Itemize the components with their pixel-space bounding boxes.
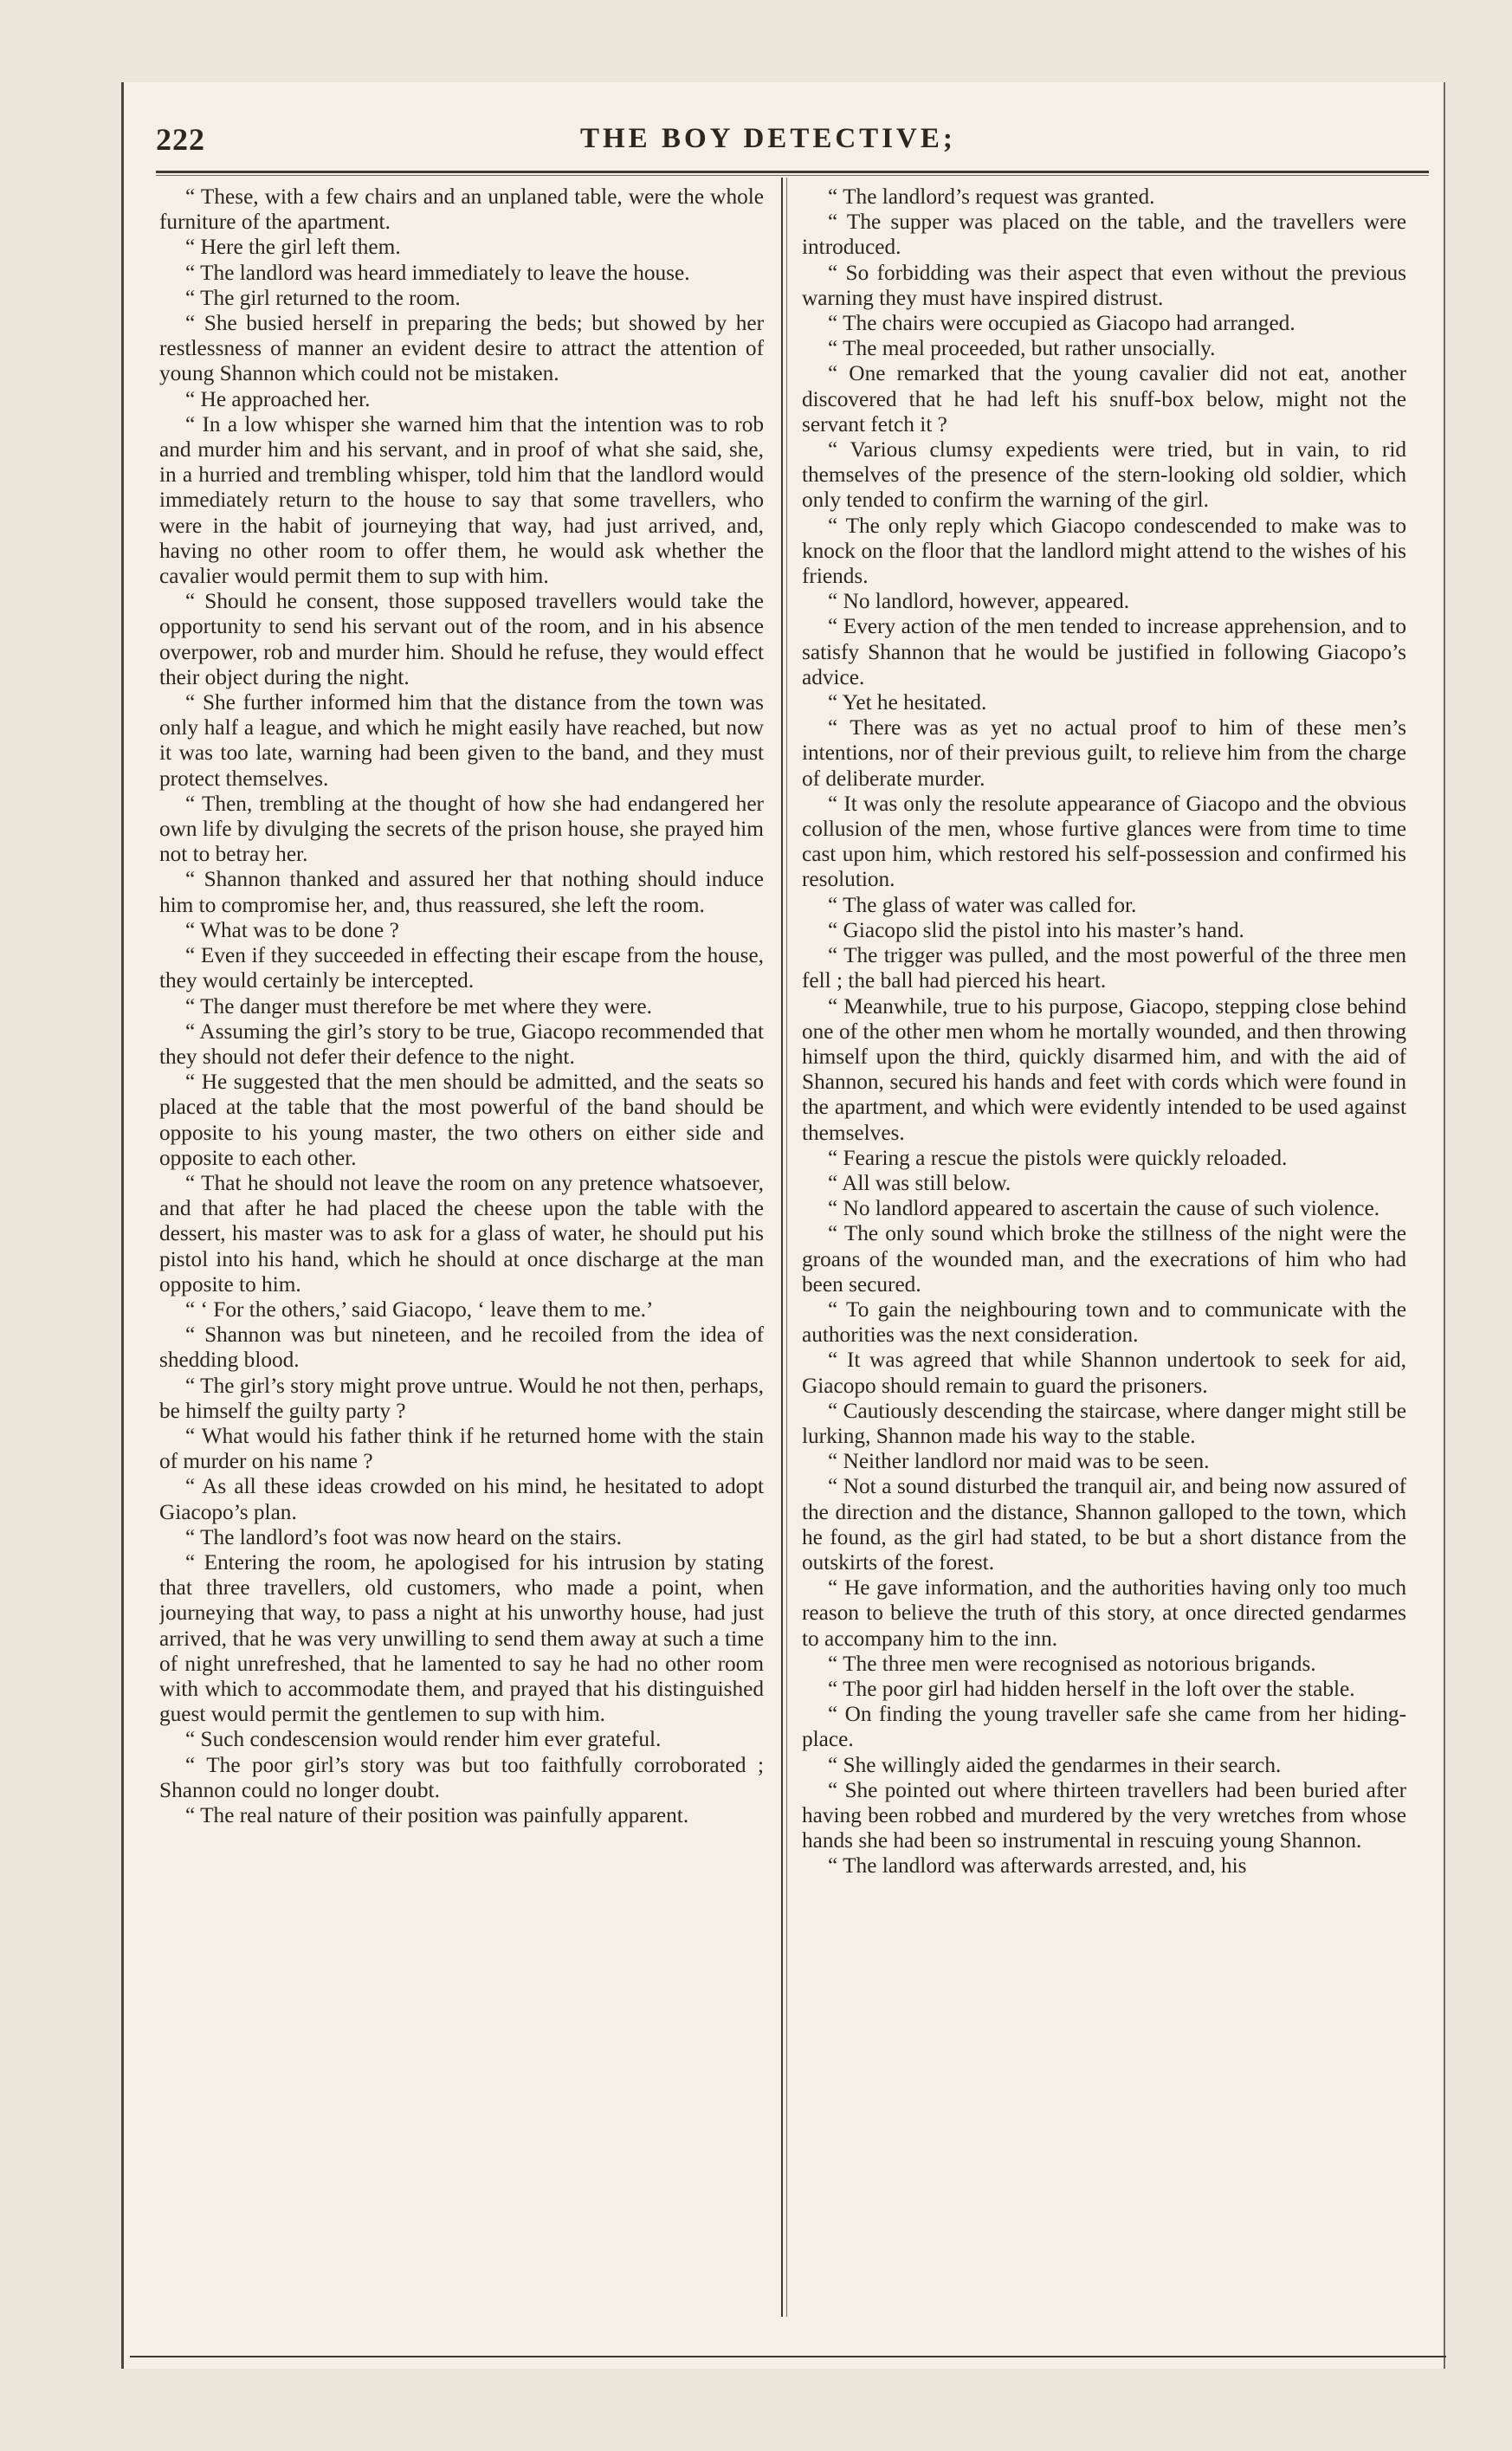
paragraph: “ As all these ideas crowded on his mind, he hesitated to adopt Giacopo’s plan. — [159, 1474, 764, 1524]
page-header — [156, 121, 1429, 163]
paragraph: “ Assuming the girl’s story to be true, Giacopo recommended that they should not defer their defence to the night. — [159, 1019, 764, 1069]
paragraph: “ The girl returned to the room. — [185, 285, 461, 310]
paragraph: “ In a low whisper she warned him that the intention was to rob and murder him and his servant, and in proof of what she said, she, in a hurried and trembling whisper, told him that the landlord would immediately return to the house to say that some travellers, who were in the habit of journeying that way, had just arrived, and, having no other room to offer them, he would ask whether the cavalier would permit them to sup with him. — [159, 411, 764, 589]
paragraph: “ She further informed him that the distance from the town was only half a league, and which he might easily have reached, but now it was too late, warning had been given to the band, and they must protect themselves. — [159, 690, 764, 791]
header-rule-thin — [156, 175, 1429, 176]
paragraph: “ So forbidding was their aspect that even without the previous warning they must have inspired distrust. — [802, 260, 1406, 310]
paragraph: “ All was still below. — [828, 1170, 1011, 1195]
paragraph: “ There was as yet no actual proof to him of these men’s intentions, nor of their previous guilt, to relieve him from the charge of deliberate murder. — [802, 715, 1406, 791]
paragraph: “ The only reply which Giacopo condescended to make was to knock on the floor that the landlord might attend to the wishes of his friends. — [802, 513, 1406, 589]
paragraph: “ The landlord was heard immediately to leave the house. — [185, 260, 690, 285]
paragraph: “ The trigger was pulled, and the most powerful of the three men fell ; the ball had pierced his heart. — [802, 943, 1406, 993]
paragraph: “ He approached her. — [185, 386, 371, 411]
paragraph: “ Not a sound disturbed the tranquil air, and being now assured of the direction and the distance, Shannon galloped to the town, which he found, as the girl had stated, to be but a short distance from the outskirts of the forest. — [802, 1474, 1406, 1575]
paragraph: “ What would his father think if he returned home with the stain of murder on his name ? — [159, 1423, 764, 1474]
paragraph: “ ‘ For the others,’ said Giacopo, ‘ leave them to me.’ — [185, 1297, 654, 1322]
paragraph: “ The danger must therefore be met where they were. — [185, 993, 652, 1019]
running-title: THE BOY DETECTIVE; — [580, 123, 956, 154]
paragraph: “ One remarked that the young cavalier did not eat, another discovered that he had left his snuff-box below, might not the servant fetch it ? — [802, 361, 1406, 437]
paragraph: “ On finding the young traveller safe she came from her hiding-place. — [802, 1702, 1406, 1752]
paragraph: “ She pointed out where thirteen travellers had been buried after having been robbed and murdered by the very wretches from whose hands she had been so instrumental in rescuing young Shannon. — [802, 1777, 1406, 1853]
paragraph: “ She busied herself in preparing the beds; but showed by her restlessness of manner an evident desire to attract the attention of young Shannon which could not be mistaken. — [159, 311, 764, 386]
paragraph: “ Shannon thanked and assured her that nothing should induce him to compromise her, and, thus reassured, she left the room. — [159, 867, 764, 917]
paragraph: “ Even if they succeeded in effecting their escape from the house, they would certainly be intercepted. — [159, 943, 764, 993]
paragraph: “ That he should not leave the room on any pretence whatsoever, and that after he had placed the cheese upon the table with the dessert, his master was to ask for a glass of water, he should put his pistol into his hand, which he should at once discharge at the man opposite to him. — [159, 1170, 764, 1297]
paragraph: “ It was only the resolute appearance of Giacopo and the obvious collusion of the men, whose furtive glances were from time to time cast upon him, which restored his self-possession and confirmed his resolution. — [802, 791, 1406, 892]
paragraph: “ Giacopo slid the pistol into his master’s hand. — [828, 917, 1244, 942]
paragraph: “ Entering the room, he apologised for his intrusion by stating that three travellers, old customers, who made a point, when journeying that way, to pass a night at his unworthy house, had just arrived, that he was very unwilling to send them away at such a time of night unrefreshed, that he lamented to say he had no other room with which to accommodate them, and prayed that his distinguished guest would permit the gentlemen to sup with him. — [159, 1549, 764, 1727]
paragraph: “ The girl’s story might prove untrue. Would he not then, perhaps, be himself the guilty party ? — [159, 1373, 764, 1423]
paragraph: “ No landlord appeared to ascertain the cause of such violence. — [828, 1196, 1380, 1221]
paragraph: “ The poor girl’s story was but too faithfully corroborated ; Shannon could no longer doubt. — [159, 1752, 764, 1802]
paragraph: “ The only sound which broke the stillness of the night were the groans of the wounded man, and the execrations of him who had been secured. — [802, 1221, 1406, 1297]
paragraph: “ These, with a few chairs and an unplaned table, were the whole furniture of the apartment. — [159, 184, 764, 235]
paragraph: “ She willingly aided the gendarmes in their search. — [828, 1752, 1282, 1777]
paragraph: “ The poor girl had hidden herself in the loft over the stable. — [828, 1676, 1355, 1701]
paragraph: “ Various clumsy expedients were tried, but in vain, to rid themselves of the presence of the stern-looking old soldier, which only tended to confirm the warning of the girl. — [802, 437, 1406, 513]
paragraph: “ Here the girl left them. — [185, 235, 401, 260]
paragraph: “ What was to be done ? — [185, 917, 399, 942]
paragraph: “ It was agreed that while Shannon undertook to seek for aid, Giacopo should remain to guard the prisoners. — [802, 1348, 1406, 1398]
paragraph: “ The real nature of their position was painfully apparent. — [185, 1803, 689, 1827]
left-page-edge — [121, 82, 124, 2369]
paragraph: “ Cautiously descending the staircase, where danger might still be lurking, Shannon made his way to the stable. — [802, 1398, 1406, 1448]
page-number: 222 — [156, 122, 205, 157]
paragraph: “ The chairs were occupied as Giacopo had arranged. — [828, 311, 1296, 336]
paragraph: “ The landlord’s request was granted. — [828, 184, 1155, 209]
paragraph: “ Such condescension would render him ever grateful. — [185, 1727, 662, 1752]
column-divider-thin — [786, 178, 787, 2317]
paragraph: “ The glass of water was called for. — [828, 892, 1137, 917]
paragraph: “ Neither landlord nor maid was to be seen. — [828, 1449, 1210, 1474]
paragraph: “ He gave information, and the authorities having only too much reason to believe the truth of this story, at once directed gendarmes to accompany him to the inn. — [802, 1575, 1406, 1651]
column-divider — [781, 178, 783, 2317]
paragraph: “ Fearing a rescue the pistols were quickly reloaded. — [828, 1145, 1288, 1170]
paragraph: “ Yet he hesitated. — [828, 690, 987, 715]
paragraph: “ The meal proceeded, but rather unsocially. — [828, 336, 1216, 361]
paragraph: “ Meanwhile, true to his purpose, Giacopo, stepping close behind one of the other men whom he mortally wounded, and then throwing himself upon the third, quickly disarmed him, and with the aid of Shannon, secured his hands and feet with cords which were found in the apartment, and which were evidently intended to be used against themselves. — [802, 993, 1406, 1145]
paragraph: “ No landlord, however, appeared. — [828, 589, 1130, 614]
footer-rule — [130, 2356, 1446, 2357]
right-text-column — [802, 184, 1406, 2315]
header-rule — [156, 171, 1429, 173]
paragraph: “ Should he consent, those supposed travellers would take the opportunity to send his servant out of the room, and in his absence overpower, rob and murder him. Should he refuse, they would effect their object during the night. — [159, 589, 764, 689]
paragraph: “ The three men were recognised as notorious brigands. — [828, 1651, 1316, 1676]
paragraph: “ To gain the neighbouring town and to communicate with the authorities was the next consideration. — [802, 1297, 1406, 1348]
right-page-edge — [1444, 82, 1445, 2369]
paragraph: “ Then, trembling at the thought of how she had endangered her own life by divulging the secrets of the prison house, she prayed him not to betray her. — [159, 791, 764, 867]
paragraph: “ Shannon was but nineteen, and he recoiled from the idea of shedding blood. — [159, 1323, 764, 1373]
paragraph: “ The landlord’s foot was now heard on the stairs. — [185, 1524, 622, 1549]
paragraph: “ The supper was placed on the table, and the travellers were introduced. — [802, 210, 1406, 260]
paragraph: “ Every action of the men tended to increase apprehension, and to satisfy Shannon that he would be justified in following Giacopo’s advice. — [802, 614, 1406, 689]
left-text-column — [159, 184, 764, 2315]
paragraph: “ The landlord was afterwards arrested, and, his — [828, 1853, 1247, 1879]
paragraph: “ He suggested that the men should be admitted, and the seats so placed at the table that the most powerful of the band should be opposite to his young master, the two others on either side and opposite to each other. — [159, 1070, 764, 1170]
